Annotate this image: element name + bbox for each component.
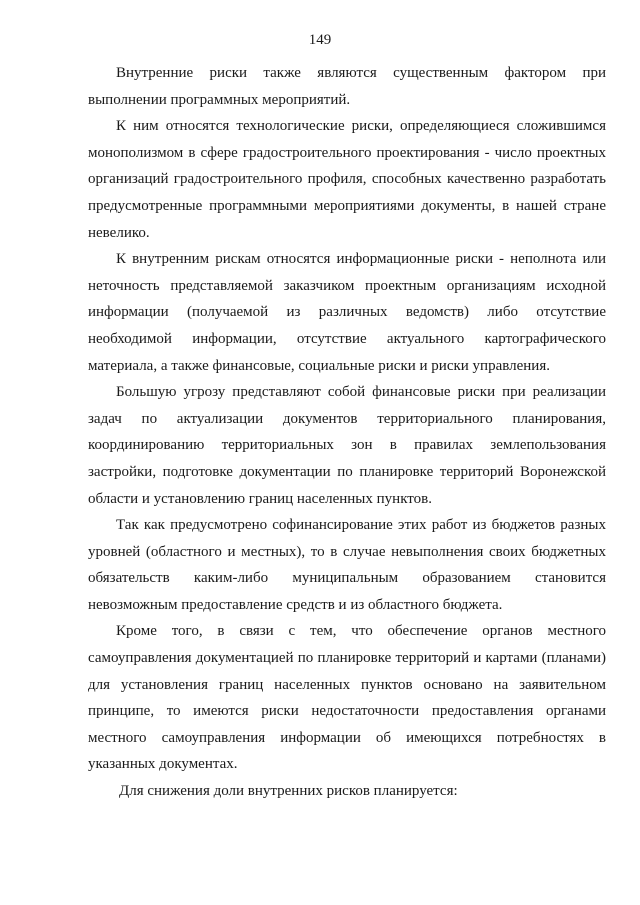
page-number: 149 [308,32,332,48]
paragraph-internal-risks: Внутренние риски также являются существенным фактором при выполнении программных мероприятий. [88,65,606,108]
paragraph-local-government: Кроме того, в связи с тем, что обеспечение органов местного самоуправления документацией по планировке территорий и картами (планами) для установления границ населенных пунктов основано на заявительном принципе, то имеются риски недостаточности предоставления органами местного самоуправления информации об имеющихся потребностях в указанных документах. [88,623,606,773]
paragraph-financial-risks: Большую угрозу представляют собой финансовые риски при реализации задач по актуализации документов территориального планирования, координированию территориальных зон в правилах землепользования застройки, подготовке документации по планировке территорий Воронежской области и установлению границ населенных пунктов. [88,384,606,507]
paragraph-information-risks: К внутренним рискам относятся информационные риски - неполнота или неточность представляемой заказчиком проектным организациям исходной информации (получаемой из различных ведомств) либо отсутствие необходимой информации, отсутствие актуального картографического материала, а также финансовые, социальные риски и риски управления. [88,251,606,374]
paragraph-mitigation-intro: Для снижения доли внутренних рисков планируется: [119,783,458,800]
document-body [88,60,606,805]
paragraph-technological-risks: К ним относятся технологические риски, определяющиеся сложившимся монополизмом в сфере градостроительного проектирования - число проектных организаций градостроительного профиля, способных качественно разработать предусмотренные программными мероприятиями документы, в нашей стране невелико. [88,118,606,241]
paragraph-cofinancing: Так как предусмотрено софинансирование этих работ из бюджетов разных уровней (областного и местных), то в случае невыполнения своих бюджетных обязательств каким-либо муниципальным образованием становится невозможным предоставление средств и из областного бюджета. [88,517,606,613]
